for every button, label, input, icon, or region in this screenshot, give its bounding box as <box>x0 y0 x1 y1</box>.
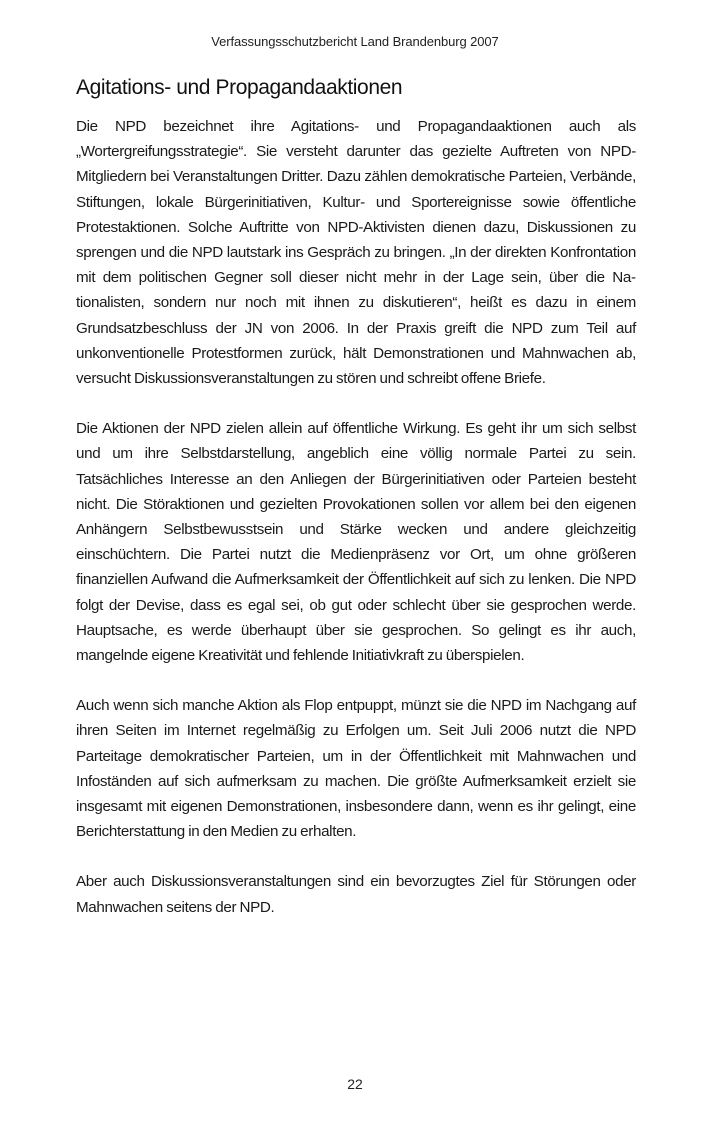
running-header: Verfassungsschutzbericht Land Brandenburg 2007 <box>211 34 499 49</box>
paragraph-4: Aber auch Diskussionsveranstaltungen sind ein bevorzugtes Ziel für Störungen oder Mahnwachen seitens der NPD. <box>76 873 636 916</box>
body-text <box>76 114 636 945</box>
paragraph-1: Die NPD bezeichnet ihre Agitations- und Propagandaaktionen auch als „Wortergreifungsstrategie“. Sie versteht darunter das gezielte Auftreten von NPD-Mitgliedern bei Veranstaltungen Dritter. Dazu zählen demokratische Parteien, Verbände, Stiftungen, lokale Bürgerinitiativen, Kultur- und Sportereignisse sowie öffentliche Protestaktionen. Solche Auftritte von NPD-Aktivisten dienen dazu, Diskussionen zu sprengen und die NPD lautstark ins Gespräch zu bringen. „In der direkten Konfrontation mit dem politischen Gegner soll dieser nicht mehr in der Lage sein, über die Nationalisten, sondern nur noch mit ihnen zu diskutieren“, heißt es dazu in einem Grundsatzbeschluss der JN von 2006. In der Praxis greift die NPD zum Teil auf unkonventionelle Protestformen zurück, hält Demonstrationen und Mahnwachen ab, versucht Diskussionsveranstaltungen zu stören und schreibt offene Briefe. <box>76 118 636 388</box>
paragraph-3: Auch wenn sich manche Aktion als Flop entpuppt, münzt sie die NPD im Nachgang auf ihren Seiten im Internet regelmäßig zu Erfolgen um. Seit Juli 2006 nutzt die NPD Parteitage demokratischer Parteien, um in der Öffentlichkeit mit Mahnwachen und Infoständen auf sich aufmerksam zu machen. Die größte Aufmerksamkeit erzielt sie insgesamt mit eigenen Demonstrationen, insbesondere dann, wenn es ihr gelingt, eine Berichterstattung in den Medien zu erhalten. <box>76 697 636 841</box>
page-number: 22 <box>347 1076 363 1092</box>
paragraph-2: Die Aktionen der NPD zielen allein auf öffentliche Wirkung. Es geht ihr um sich selbst und um ihre Selbstdarstellung, angeblich eine völlig normale Partei zu sein. Tatsächliches Interesse an den Anliegen der Bürgerinitiativen oder Parteien besteht nicht. Die Störaktionen und gezielten Provokationen sollen vor allem bei den eigenen Anhängern Selbstbewusstsein und Stärke wecken und andere gleichzeitig einschüchtern. Die Partei nutzt die Medienpräsenz vor Ort, um ohne größeren finanziellen Aufwand die Aufmerksamkeit der Öffentlichkeit auf sich zu lenken. Die NPD folgt der Devise, dass es egal sei, ob gut oder schlecht über sie gesprochen werde. Hauptsache, es werde überhaupt über sie gesprochen. So gelingt es ihr auch, mangelnde eigene Kreativität und fehlende Initiativkraft zu überspielen. <box>76 420 636 665</box>
section-heading: Agitations- und Propagandaaktionen <box>76 76 403 99</box>
